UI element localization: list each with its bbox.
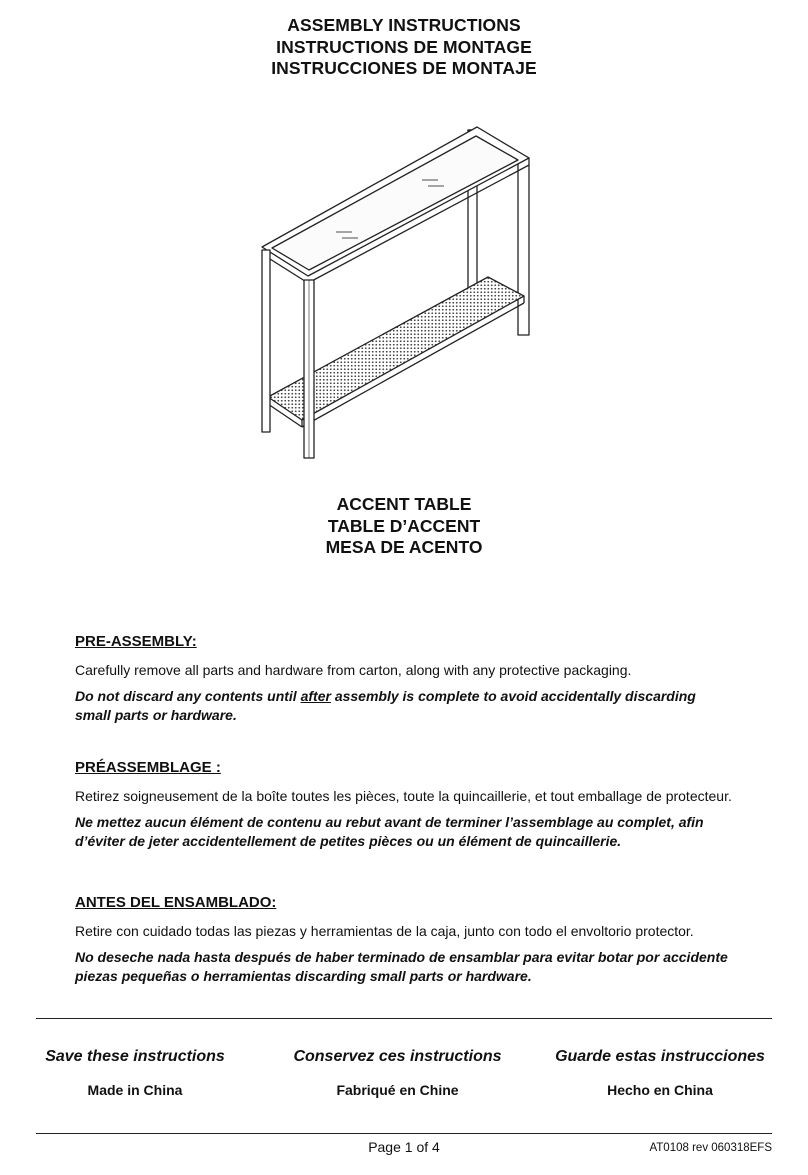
- section-preassemblage: [75, 759, 735, 858]
- footer-spanish: [540, 1047, 780, 1099]
- document-title: [0, 15, 808, 80]
- save-instructions-text: Guarde estas instrucciones: [555, 1048, 765, 1065]
- origin-text: Hecho en China: [607, 1082, 713, 1098]
- product-name-french: TABLE D’ACCENT: [327, 515, 481, 536]
- footer-english: [20, 1047, 250, 1099]
- document-code: AT0108 rev 060318EFS: [649, 1142, 772, 1154]
- console-table-illustration: [245, 120, 545, 465]
- section-heading: PRÉASSEMBLAGE :: [75, 759, 221, 776]
- divider-bottom: [36, 1133, 772, 1134]
- product-name: [0, 494, 808, 559]
- title-french: INSTRUCTIONS DE MONTAGE: [276, 36, 532, 57]
- section-warning: No deseche nada hasta después de haber terminado de ensamblar para evitar botar por accidente piezas pequeñas o herramientas discarding small parts or hardware.: [75, 949, 728, 984]
- section-antes-del-ensamblado: [75, 894, 735, 993]
- origin-text: Fabriqué en Chine: [336, 1082, 459, 1098]
- section-body: Retirez soigneusement de la boîte toutes les pièces, toute la quincaillerie, et tout emballage de protecteur.: [75, 788, 732, 804]
- emphasis-after: after: [300, 688, 331, 704]
- section-body: Retire con cuidado todas las piezas y herramientas de la caja, junto con todo el envoltorio protector.: [75, 923, 694, 939]
- product-name-spanish: MESA DE ACENTO: [325, 537, 483, 557]
- product-name-english: ACCENT TABLE: [336, 494, 472, 514]
- section-pre-assembly: [75, 633, 735, 732]
- save-instructions-text: Conservez ces instructions: [293, 1048, 502, 1065]
- section-heading: ANTES DEL ENSAMBLADO:: [75, 894, 277, 911]
- section-warning: Do not discard any contents until after assembly is complete to avoid accidentally discarding small parts or hardware.: [75, 688, 696, 723]
- divider-top: [36, 1018, 772, 1019]
- title-english: ASSEMBLY INSTRUCTIONS: [287, 15, 521, 35]
- save-instructions-text: Save these instructions: [45, 1048, 225, 1065]
- section-heading: PRE-ASSEMBLY:: [75, 633, 197, 650]
- section-warning: Ne mettez aucun élément de contenu au rebut avant de terminer l’assemblage au complet, afin d’éviter de jeter accidentellement de petites pièces ou un élément de quincaillerie.: [75, 814, 704, 849]
- page-number: Page 1 of 4: [368, 1139, 440, 1155]
- section-body: Carefully remove all parts and hardware from carton, along with any protective packaging.: [75, 662, 632, 678]
- origin-text: Made in China: [87, 1082, 183, 1098]
- title-spanish: INSTRUCCIONES DE MONTAJE: [271, 58, 537, 78]
- footer-french: [280, 1047, 515, 1099]
